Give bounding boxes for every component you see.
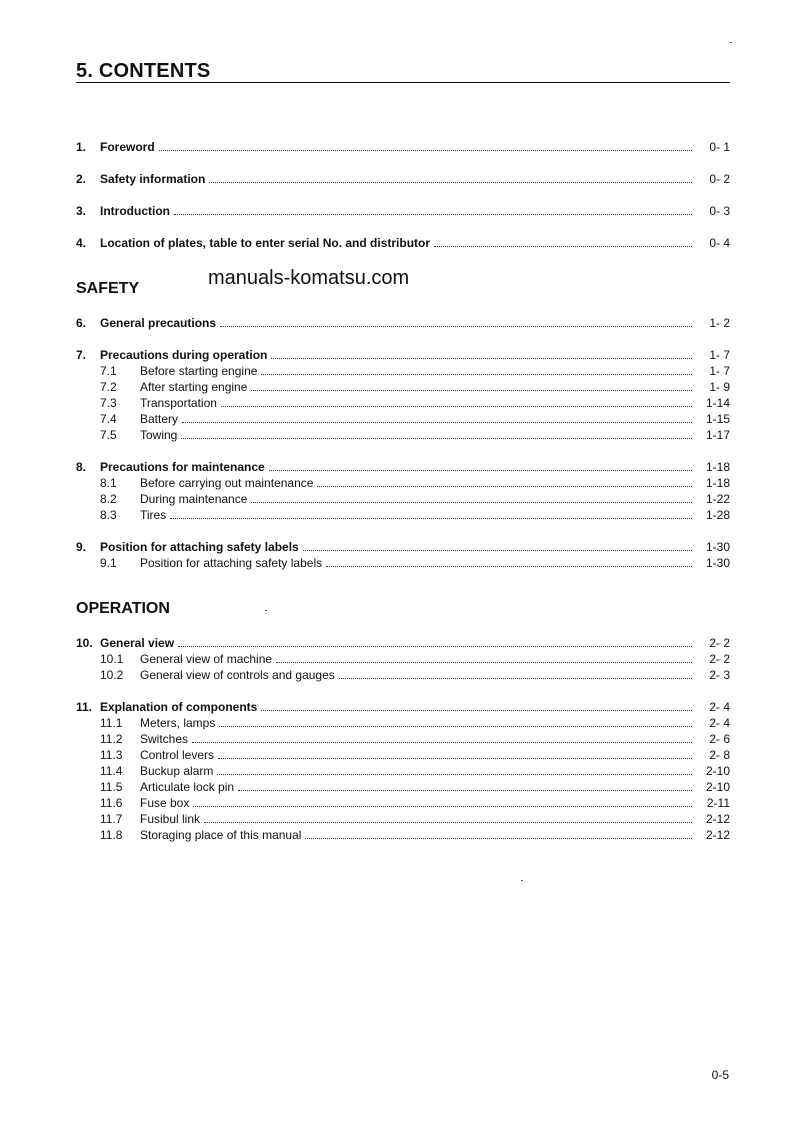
entry-page: 2- 4 <box>709 716 730 730</box>
entry-page: 0- 1 <box>709 140 730 154</box>
entry-label: Before carrying out maintenance <box>140 476 314 490</box>
toc-entry[interactable] <box>76 202 730 218</box>
entry-page: 0- 3 <box>709 204 730 218</box>
entry-number: 11.3 <box>100 748 123 762</box>
page-title: 5. CONTENTS <box>76 60 730 83</box>
toc-subentry[interactable] <box>76 506 730 522</box>
entry-label: Battery <box>140 412 179 426</box>
dot-leader <box>192 742 692 743</box>
entry-page: 1- 2 <box>709 316 730 330</box>
entry-label: Explanation of components <box>100 700 258 714</box>
entry-label: Fuse box <box>140 796 190 810</box>
entry-number: 10.1 <box>100 652 124 666</box>
toc-subentry[interactable] <box>76 826 730 842</box>
toc-subentry[interactable] <box>76 666 730 682</box>
toc-entry[interactable] <box>76 346 730 362</box>
entry-number: 7.2 <box>100 380 117 394</box>
dot-leader <box>269 470 692 471</box>
entry-label: Meters, lamps <box>140 716 216 730</box>
toc-subentry[interactable] <box>76 426 730 442</box>
toc-subentry[interactable] <box>76 362 730 378</box>
dot-leader <box>219 726 692 727</box>
entry-label: Storaging place of this manual <box>140 828 302 842</box>
entry-number: 3. <box>76 204 87 218</box>
dot-leader <box>221 406 692 407</box>
dot-leader <box>193 806 692 807</box>
entry-number: 6. <box>76 316 87 330</box>
entry-label: Position for attaching safety labels <box>140 556 323 570</box>
toc-entry[interactable] <box>76 698 730 714</box>
entry-label: Precautions for maintenance <box>100 460 265 474</box>
entry-number: 7.3 <box>100 396 117 410</box>
entry-page: 1-14 <box>705 396 730 410</box>
entry-label: After starting engine <box>140 380 248 394</box>
toc-subentry[interactable] <box>76 746 730 762</box>
entry-number: 1. <box>76 140 87 154</box>
entry-page: 2-12 <box>705 828 730 842</box>
toc-subentry[interactable] <box>76 378 730 394</box>
entry-number: 8.2 <box>100 492 117 506</box>
dot-leader <box>238 790 692 791</box>
entry-label: Tires <box>140 508 167 522</box>
toc-entry[interactable] <box>76 458 730 474</box>
entry-number: 11.6 <box>100 796 123 810</box>
section-heading-safety: SAFETY <box>76 280 140 297</box>
entry-page: 2-12 <box>705 812 730 826</box>
entry-label: Foreword <box>100 140 155 154</box>
entry-page: 1-28 <box>705 508 730 522</box>
section-heading-operation: OPERATION <box>76 600 170 617</box>
toc-subentry[interactable] <box>76 394 730 410</box>
entry-label: Before starting engine <box>140 364 258 378</box>
toc-subentry[interactable] <box>76 762 730 778</box>
toc-entry[interactable] <box>76 234 730 250</box>
entry-page: 1-18 <box>705 476 730 490</box>
entry-label: General view of machine <box>140 652 273 666</box>
entry-label: Control levers <box>140 748 215 762</box>
entry-label: Buckup alarm <box>140 764 214 778</box>
entry-label: During maintenance <box>140 492 248 506</box>
dot-leader <box>217 774 692 775</box>
dot-leader <box>220 326 692 327</box>
dot-leader <box>271 358 692 359</box>
toc-subentry[interactable] <box>76 474 730 490</box>
entry-number: 8.3 <box>100 508 117 522</box>
dot-leader <box>303 550 692 551</box>
entry-number: 10. <box>76 636 93 650</box>
scan-speck <box>730 42 732 43</box>
dot-leader <box>305 838 692 839</box>
entry-number: 11. <box>76 700 93 714</box>
entry-page: 2- 4 <box>709 700 730 714</box>
entry-page: 1- 9 <box>709 380 730 394</box>
entry-label: Location of plates, table to enter serial No. and distributor <box>100 236 431 250</box>
entry-page: 1-17 <box>705 428 730 442</box>
entry-number: 8.1 <box>100 476 117 490</box>
entry-number: 7.1 <box>100 364 117 378</box>
dot-leader <box>326 566 692 567</box>
toc-subentry[interactable] <box>76 778 730 794</box>
entry-number: 11.4 <box>100 764 123 778</box>
entry-label: General view <box>100 636 175 650</box>
entry-number: 9.1 <box>100 556 117 570</box>
entry-label: Towing <box>140 428 178 442</box>
entry-page: 0- 2 <box>709 172 730 186</box>
toc-subentry[interactable] <box>76 650 730 666</box>
dot-leader <box>181 438 692 439</box>
entry-number: 7.5 <box>100 428 117 442</box>
toc-subentry[interactable] <box>76 410 730 426</box>
entry-number: 10.2 <box>100 668 124 682</box>
dot-leader <box>204 822 692 823</box>
dot-leader <box>174 214 692 215</box>
dot-leader <box>209 182 692 183</box>
entry-page: 2-11 <box>706 796 730 810</box>
entry-label: Position for attaching safety labels <box>100 540 299 554</box>
page-number: 0-5 <box>711 1068 729 1082</box>
entry-label: General precautions <box>100 316 217 330</box>
entry-number: 7. <box>76 348 87 362</box>
toc-entry[interactable] <box>76 170 730 186</box>
toc-subentry[interactable] <box>76 714 730 730</box>
entry-number: 9. <box>76 540 87 554</box>
entry-number: 7.4 <box>100 412 117 426</box>
entry-label: Articulate lock pin <box>140 780 235 794</box>
dot-leader <box>159 150 692 151</box>
entry-label: Safety information <box>100 172 206 186</box>
entry-label: Introduction <box>100 204 170 218</box>
entry-page: 2- 2 <box>709 636 730 650</box>
entry-number: 11.7 <box>100 812 123 826</box>
entry-page: 1-15 <box>705 412 730 426</box>
entry-page: 2-10 <box>705 764 730 778</box>
entry-page: 2- 6 <box>709 732 730 746</box>
dot-leader <box>178 646 692 647</box>
entry-label: General view of controls and gauges <box>140 668 335 682</box>
entry-page: 1-18 <box>705 460 730 474</box>
entry-number: 8. <box>76 460 87 474</box>
dot-leader <box>261 374 692 375</box>
toc-subentry[interactable] <box>76 730 730 746</box>
entry-label: Fusibul link <box>140 812 201 826</box>
entry-page: 2- 8 <box>709 748 730 762</box>
dot-leader <box>261 710 692 711</box>
toc-subentry[interactable] <box>76 490 730 506</box>
entry-page: 1- 7 <box>709 364 730 378</box>
entry-page: 2-10 <box>705 780 730 794</box>
entry-number: 4. <box>76 236 87 250</box>
entry-page: 1- 7 <box>709 348 730 362</box>
entry-number: 11.2 <box>100 732 123 746</box>
toc-subentry[interactable] <box>76 810 730 826</box>
entry-number: 11.1 <box>100 716 123 730</box>
dot-leader <box>317 486 692 487</box>
scan-speck <box>265 610 267 611</box>
toc-entry[interactable] <box>76 634 730 650</box>
entry-number: 11.8 <box>100 828 123 842</box>
dot-leader <box>276 662 692 663</box>
entry-number: 2. <box>76 172 87 186</box>
entry-number: 11.5 <box>100 780 123 794</box>
dot-leader <box>251 502 692 503</box>
toc-subentry[interactable] <box>76 554 730 570</box>
entry-page: 2- 2 <box>709 652 730 666</box>
toc-entry[interactable] <box>76 538 730 554</box>
dot-leader <box>218 758 692 759</box>
dot-leader <box>339 678 692 679</box>
entry-page: 0- 4 <box>709 236 730 250</box>
entry-page: 1-22 <box>705 492 730 506</box>
entry-page: 1-30 <box>705 540 730 554</box>
entry-page: 2- 3 <box>709 668 730 682</box>
toc-entry[interactable] <box>76 314 730 330</box>
dot-leader <box>434 246 692 247</box>
entry-label: Precautions during operation <box>100 348 268 362</box>
entry-label: Switches <box>140 732 189 746</box>
toc-subentry[interactable] <box>76 794 730 810</box>
entry-label: Transportation <box>140 396 217 410</box>
dot-leader <box>182 422 692 423</box>
scan-speck <box>521 880 523 881</box>
dot-leader <box>170 518 692 519</box>
toc-entry[interactable] <box>76 138 730 154</box>
dot-leader <box>251 390 692 391</box>
entry-page: 1-30 <box>705 556 730 570</box>
watermark-text: manuals-komatsu.com <box>208 267 410 289</box>
